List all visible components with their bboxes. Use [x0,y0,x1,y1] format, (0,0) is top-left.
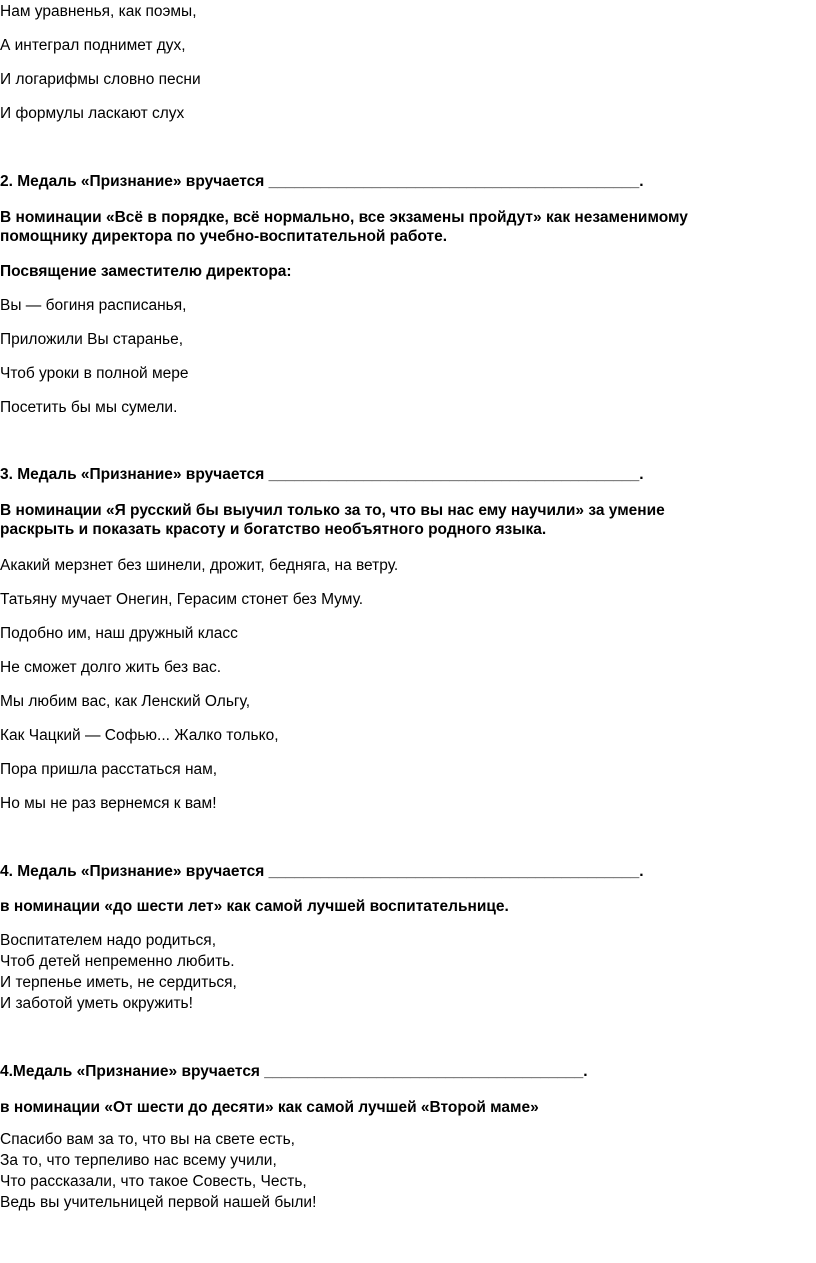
section-heading: 4. Медаль «Признание» вручается ___________________________________________. [0,863,644,880]
poem-line: Что рассказали, что такое Совесть, Честь, [0,1173,307,1190]
section-heading: 2. Медаль «Признание» вручается ___________________________________________. [0,173,644,190]
poem-line: Татьяну мучает Онегин, Герасим стонет без Муму. [0,591,364,608]
poem-line: Спасибо вам за то, что вы на свете есть, [0,1131,295,1148]
nomination-text: раскрыть и показать красоту и богатство необъятного родного языка. [0,521,547,538]
nomination-text: В номинации «Всё в порядке, всё нормально, все экзамены пройдут» как незаменимому [0,209,688,226]
intro-line: Нам уравненья, как поэмы, [0,3,197,20]
poem-line: Ведь вы учительницей первой нашей были! [0,1194,317,1211]
poem-line: Подобно им, наш дружный класс [0,625,238,642]
dedication-heading: Посвящение заместителю директора: [0,263,292,280]
poem-line: Пора пришла расстаться нам, [0,761,218,778]
intro-line: И логарифмы словно песни [0,71,201,88]
poem-line: За то, что терпеливо нас всему учили, [0,1152,277,1169]
poem-line: И заботой уметь окружить! [0,995,193,1012]
poem-line: Посетить бы мы сумели. [0,399,178,416]
intro-line: И формулы ласкают слух [0,105,185,122]
section-heading: 4.Медаль «Признание» вручается _____________________________________. [0,1063,588,1080]
poem-line: Не сможет долго жить без вас. [0,659,222,676]
nomination-text: В номинации «Я русский бы выучил только за то, что вы нас ему научили» за умение [0,502,665,519]
poem-line: Чтоб детей непременно любить. [0,953,235,970]
nomination-text: в номинации «От шести до десяти» как самой лучшей «Второй маме» [0,1099,539,1116]
section-heading: 3. Медаль «Признание» вручается ___________________________________________. [0,466,644,483]
nomination-text: помощнику директора по учебно-воспитательной работе. [0,228,448,245]
poem-line: Вы — богиня расписанья, [0,297,187,314]
poem-line: Чтоб уроки в полной мере [0,365,189,382]
intro-line: А интеграл поднимет дух, [0,37,186,54]
poem-line: Мы любим вас, как Ленский Ольгу, [0,693,251,710]
poem-line: Но мы не раз вернемся к вам! [0,795,217,812]
nomination-text: в номинации «до шести лет» как самой лучшей воспитательнице. [0,898,509,915]
poem-line: Акакий мерзнет без шинели, дрожит, бедняга, на ветру. [0,557,399,574]
poem-line: И терпенье иметь, не сердиться, [0,974,237,991]
poem-line: Как Чацкий — Софью... Жалко только, [0,727,279,744]
poem-line: Приложили Вы старанье, [0,331,184,348]
poem-line: Воспитателем надо родиться, [0,932,217,949]
